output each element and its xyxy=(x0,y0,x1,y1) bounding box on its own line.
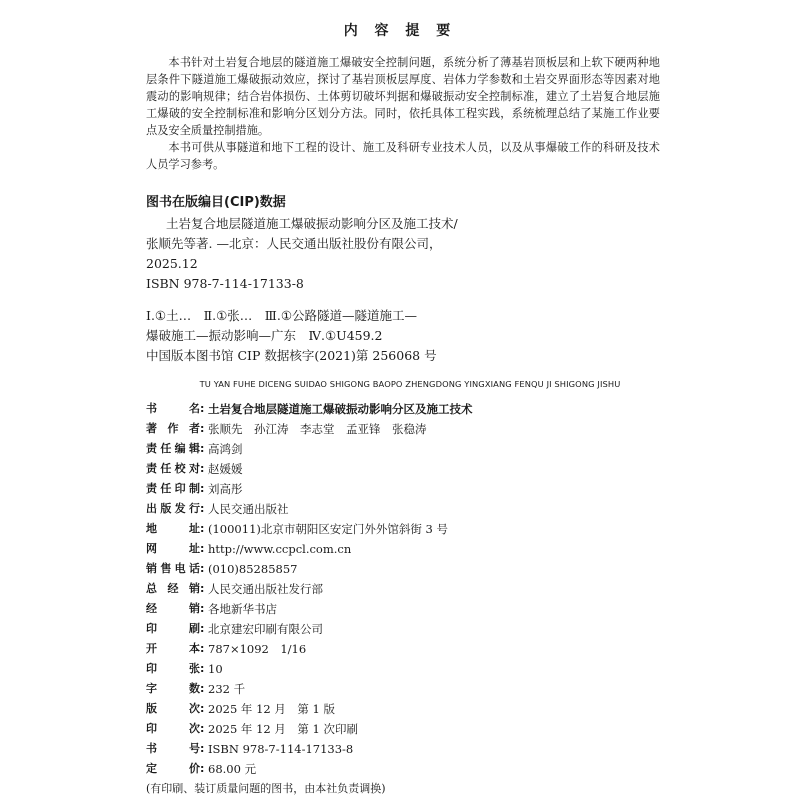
cip-isbn-line: ISBN 978-7-114-17133-8 xyxy=(146,276,304,291)
info-row-printing: 印次 : 2025 年 12 月 第 1 次印刷 xyxy=(146,719,666,739)
cip-record xyxy=(146,214,666,366)
info-label: 印张 xyxy=(146,662,200,675)
publication-info xyxy=(146,399,666,799)
info-label: 责任校对 xyxy=(146,462,200,475)
info-value: 787×1092 1/16 xyxy=(208,642,307,656)
info-row-isbn: 书号 : ISBN 978-7-114-17133-8 xyxy=(146,739,666,759)
quality-note: (有印刷、装订质量问题的图书，由本社负责调换) xyxy=(146,782,386,795)
info-value: 刘高彤 xyxy=(208,482,243,496)
info-label: 责任编辑 xyxy=(146,442,200,455)
info-label: 字数 xyxy=(146,682,200,695)
info-row-sales-phone: 销售电话 : (010)85285857 xyxy=(146,559,666,579)
info-row-dealer: 经销 : 各地新华书店 xyxy=(146,599,666,619)
info-row-address: 地址 : (100011)北京市朝阳区安定门外外馆斜街 3 号 xyxy=(146,519,666,539)
info-label: 书号 xyxy=(146,742,200,755)
info-label: 版次 xyxy=(146,702,200,715)
cip-author-line: 张顺先等著. —北京：人民交通出版社股份有限公司， xyxy=(146,236,442,251)
info-label: 经销 xyxy=(146,602,200,615)
info-value: 赵媛媛 xyxy=(208,462,243,476)
info-value: 10 xyxy=(208,662,223,676)
info-value: 人民交通出版社 xyxy=(208,502,289,516)
info-label: 出版发行 xyxy=(146,502,200,515)
info-row-authors: 著作者 : 张顺先 孙江涛 李志堂 孟亚锋 张稳涛 xyxy=(146,419,666,439)
cip-record-number: 中国版本图书馆 CIP 数据核字(2021)第 256068 号 xyxy=(146,348,437,363)
info-value: 土岩复合地层隧道施工爆破振动影响分区及施工技术 xyxy=(208,402,473,416)
summary-paragraph-2: 本书可供从事隧道和地下工程的设计、施工及科研专业技术人员，以及从事爆破工作的科研及技术人员学习参考。 xyxy=(146,141,660,171)
info-value: (010)85285857 xyxy=(208,562,298,576)
info-value: (100011)北京市朝阳区安定门外外馆斜街 3 号 xyxy=(208,522,448,536)
info-label: 地址 xyxy=(146,522,200,535)
cip-date-line: 2025.12 xyxy=(146,256,198,271)
info-row-distributor: 总经销 : 人民交通出版社发行部 xyxy=(146,579,666,599)
info-label: 定价 xyxy=(146,762,200,775)
website-link[interactable]: http://www.ccpcl.com.cn xyxy=(208,542,352,556)
info-value: 68.00 元 xyxy=(208,762,257,776)
info-label: 著作者 xyxy=(146,422,200,435)
info-row-sheets: 印张 : 10 xyxy=(146,659,666,679)
info-value: 2025 年 12 月 第 1 版 xyxy=(208,702,335,716)
info-value: ISBN 978-7-114-17133-8 xyxy=(208,742,354,756)
info-value: 北京建宏印刷有限公司 xyxy=(208,622,323,636)
summary-title: 内 容 提 要 xyxy=(343,23,457,39)
info-value: 2025 年 12 月 第 1 次印刷 xyxy=(208,722,358,736)
info-label: 销售电话 xyxy=(146,562,200,575)
info-value: 人民交通出版社发行部 xyxy=(208,582,323,596)
summary-text xyxy=(146,54,660,173)
info-row-word-count: 字数 : 232 千 xyxy=(146,679,666,699)
info-label: 责任印制 xyxy=(146,482,200,495)
info-label: 印次 xyxy=(146,722,200,735)
info-value: 各地新华书店 xyxy=(208,602,277,616)
info-value: 高鸿剑 xyxy=(208,442,243,456)
summary-paragraph-1: 本书针对土岩复合地层的隧道施工爆破安全控制问题，系统分析了薄基岩顶板层和上软下硬两种地层条件下隧道施工爆破振动效应，探讨了基岩顶板层厚度、岩体力学参数和土岩交界面形态等因素对地震动的影响规律；结合岩体损伤、土体剪切破坏判据和爆破振动安全控制标准，建立了土岩复合地层施工爆破的安全控制标准和影响分区划分方法。同时，依托具体工程实践，系统梳理总结了某施工作业要点及安全质量控制措施。 xyxy=(146,56,660,137)
info-label: 网址 xyxy=(146,542,200,555)
info-row-book-title: 书名 : 土岩复合地层隧道施工爆破振动影响分区及施工技术 xyxy=(146,399,666,419)
info-row-printer: 印刷 : 北京建宏印刷有限公司 xyxy=(146,619,666,639)
cip-title-line: 土岩复合地层隧道施工爆破振动影响分区及施工技术/ xyxy=(166,216,458,231)
cip-subject-line-1: Ⅰ.①土… Ⅱ.①张… Ⅲ.①公路隧道—隧道施工— xyxy=(146,308,418,323)
info-row-price: 定价 : 68.00 元 xyxy=(146,759,666,779)
quality-note-row xyxy=(146,779,666,799)
info-row-editor: 责任编辑 : 高鸿剑 xyxy=(146,439,666,459)
info-row-publisher: 出版发行 : 人民交通出版社 xyxy=(146,499,666,519)
info-row-format: 开本 : 787×1092 1/16 xyxy=(146,639,666,659)
info-row-website: 网址 : http://www.ccpcl.com.cn xyxy=(146,539,666,559)
info-row-proofreader: 责任校对 : 赵媛媛 xyxy=(146,459,666,479)
info-label: 开本 xyxy=(146,642,200,655)
info-label: 书名 xyxy=(146,402,200,415)
info-row-print-manager: 责任印制 : 刘高彤 xyxy=(146,479,666,499)
info-value: 张顺先 孙江涛 李志堂 孟亚锋 张稳涛 xyxy=(208,422,427,436)
info-label: 总经销 xyxy=(146,582,200,595)
info-row-edition: 版次 : 2025 年 12 月 第 1 版 xyxy=(146,699,666,719)
info-value: 232 千 xyxy=(208,682,246,696)
cip-heading: 图书在版编目(CIP)数据 xyxy=(146,195,286,210)
cip-subject-line-2: 爆破施工—振动影响—广东 Ⅳ.①U459.2 xyxy=(146,328,383,343)
info-label: 印刷 xyxy=(146,622,200,635)
pinyin-title: TU YAN FUHE DICENG SUIDAO SHIGONG BAOPO ZHENGDONG YINGXIANG FENQU JI SHIGONG JISHU xyxy=(199,379,621,389)
